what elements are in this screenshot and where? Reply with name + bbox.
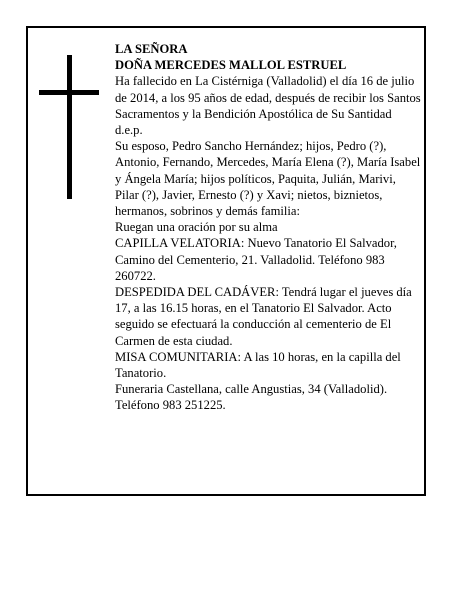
cross-horizontal-bar xyxy=(39,90,99,95)
obituary-text xyxy=(115,41,421,414)
cross-vertical-bar xyxy=(67,55,72,199)
farewell-info: DESPEDIDA DEL CADÁVER: Tendrá lugar el jueves día 17, a las 16.15 horas, en el Tanatorio El Salvador. Acto seguido se efectuará la conducción al cementerio de El Carmen de esta ciudad. xyxy=(115,285,412,348)
funeral-home-info: Funeraria Castellana, calle Angustias, 34 (Valladolid). Teléfono 983 251225. xyxy=(115,382,388,413)
family-list: Su esposo, Pedro Sancho Hernández; hijos, Pedro (?), Antonio, Fernando, Mercedes, María Elena (?), María Isabel y Ángela María; hijos políticos, Paquita, Julián, Marivi, Pilar (?), Javier, Ernesto (?) y Xavi; nietos, biznietos, hermanos, sobrinos y demás familia: xyxy=(115,139,421,219)
notice-title: LA SEÑORA xyxy=(115,42,188,56)
dep-line: d.e.p. xyxy=(115,123,143,138)
obituary-notice xyxy=(26,26,426,496)
chapel-info: CAPILLA VELATORIA: Nuevo Tanatorio El Salvador, Camino del Cementerio, 21. Valladolid. Teléfono 983 260722. xyxy=(115,236,397,283)
cross-icon xyxy=(39,55,99,199)
mass-info: MISA COMUNITARIA: A las 10 horas, en la capilla del Tanatorio. xyxy=(115,349,401,381)
deceased-name: DOÑA MERCEDES MALLOL ESTRUEL xyxy=(115,58,347,73)
death-announcement: Ha fallecido en La Cistérniga (Valladolid) el día 16 de julio de 2014, a los 95 años de edad, después de recibir los Santos Sacramentos y la Bendición Apostólica de Su Santidad xyxy=(115,74,421,121)
prayer-request: Ruegan una oración por su alma xyxy=(115,220,278,235)
